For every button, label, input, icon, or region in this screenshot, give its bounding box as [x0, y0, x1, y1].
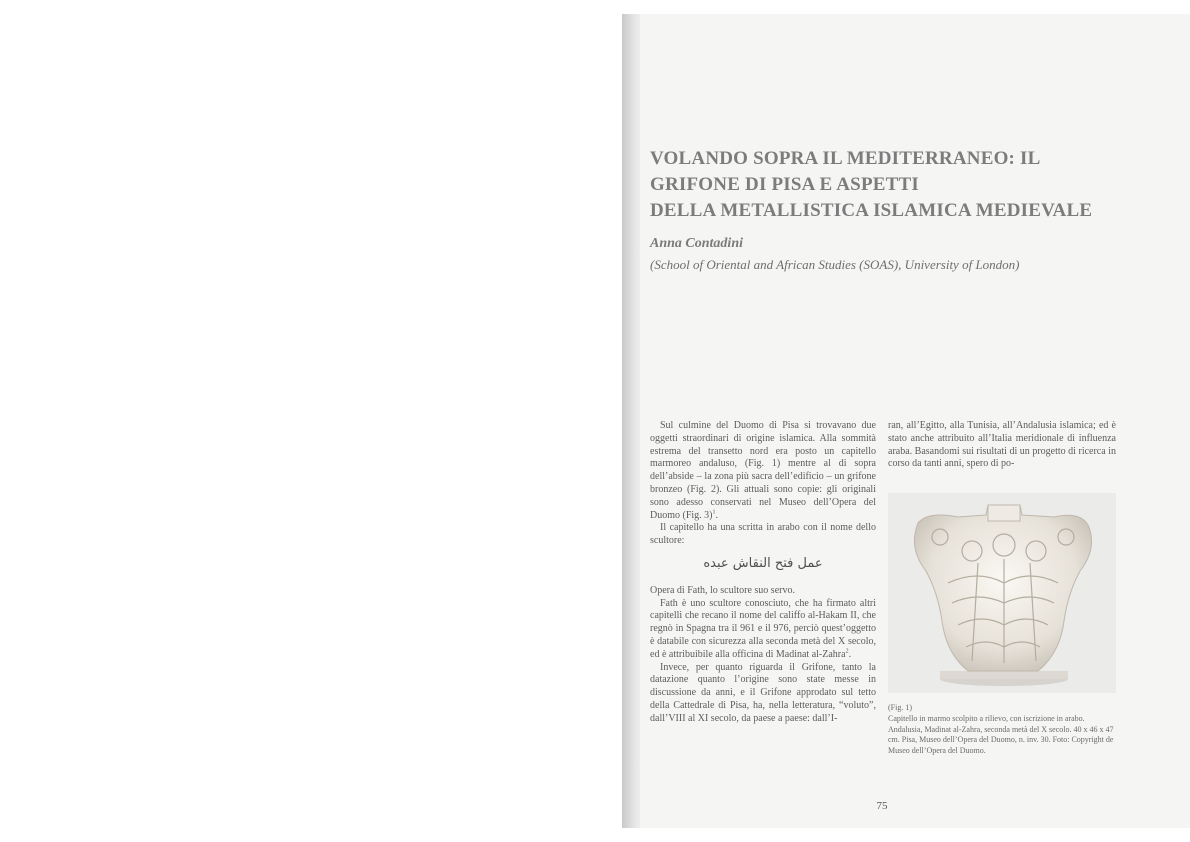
figure-caption-text: Capitello in marmo scolpito a rilievo, con iscrizione in arabo. Andalusia, Madinat al-Zahra, seconda metà del X secolo. 40 x 46 x 47 cm. Pisa, Museo dell’Opera del Duomo, n. inv. 30. Foto: Copyright de Museo dell’Opera del Duomo. [888, 713, 1114, 756]
author-name: Anna Contadini [650, 236, 743, 251]
article-title [650, 146, 1170, 224]
footnote-ref: 1 [712, 509, 716, 516]
footnote-ref: 2 [845, 648, 849, 655]
paragraph: ran, all’Egitto, alla Tunisia, all’Andalusia islamica; ed è stato anche attribuito all’Italia meridionale di influenza araba. Basandomi sui risultati di un progetto di ricerca in corso da tanti anni, spero di po- [888, 420, 1116, 470]
title-line-2: GRIFONE DI PISA E ASPETTI [650, 174, 919, 195]
figure-label: (Fig. 1) [888, 703, 912, 712]
paragraph: Opera di Fath, lo scultore suo servo. [650, 584, 795, 596]
paragraph: Il capitello ha una scritta in arabo con il nome dello scultore: [650, 522, 876, 547]
title-line-3: DELLA METALLISTICA ISLAMICA MEDIEVALE [650, 200, 1093, 221]
arabic-inscription: عمل فتح النقاش عبده [703, 555, 823, 571]
figure-capital-photo [888, 493, 1116, 693]
paragraph: Invece, per quanto riguarda il Grifone, tanto la datazione quanto l’origine sono state messe in discussione da anni, e il Grifone approdato sul tetto della Cattedrale di Pisa, ha, nella letteratura, “voluto”, dall’VIII al XI secolo, da paese a paese: dall’I- [650, 661, 876, 724]
text-column-right [888, 420, 1116, 471]
marble-capital-image [888, 493, 1116, 693]
figure-caption [888, 703, 1120, 757]
paragraph: Fath è uno scultore conosciuto, che ha firmato altri capitelli che recano il nome del califfo al-Hakam II, che regnò in Spagna tra il 961 e il 976, perciò quest’oggetto è databile con sicurezza alla seconda metà del X secolo, ed è attribuibile alla officina di Madinat al-Zahra$^2$. [650, 597, 876, 660]
paragraph: Sul culmine del Duomo di Pisa si trovavano due oggetti straordinari di origine islamica. Alla sommità estrema del transetto nord era posto un capitello marmoreo andaluso, (Fig. 1) mentre al di sopra dell’abside – la zona più sacra dell’edificio – un grifone bronzeo (Fig. 2). Gli attuali sono copie: gli originali sono adesso conservati nel Museo dell’Opera del Duomo (Fig. 3)$^1$. [650, 420, 876, 521]
title-line-1: VOLANDO SOPRA IL MEDITERRANEO: IL [650, 148, 1041, 169]
text-column-left [650, 420, 876, 726]
author-affiliation: (School of Oriental and African Studies (SOAS), University of London) [650, 257, 1020, 272]
page-number: 75 [876, 800, 888, 812]
